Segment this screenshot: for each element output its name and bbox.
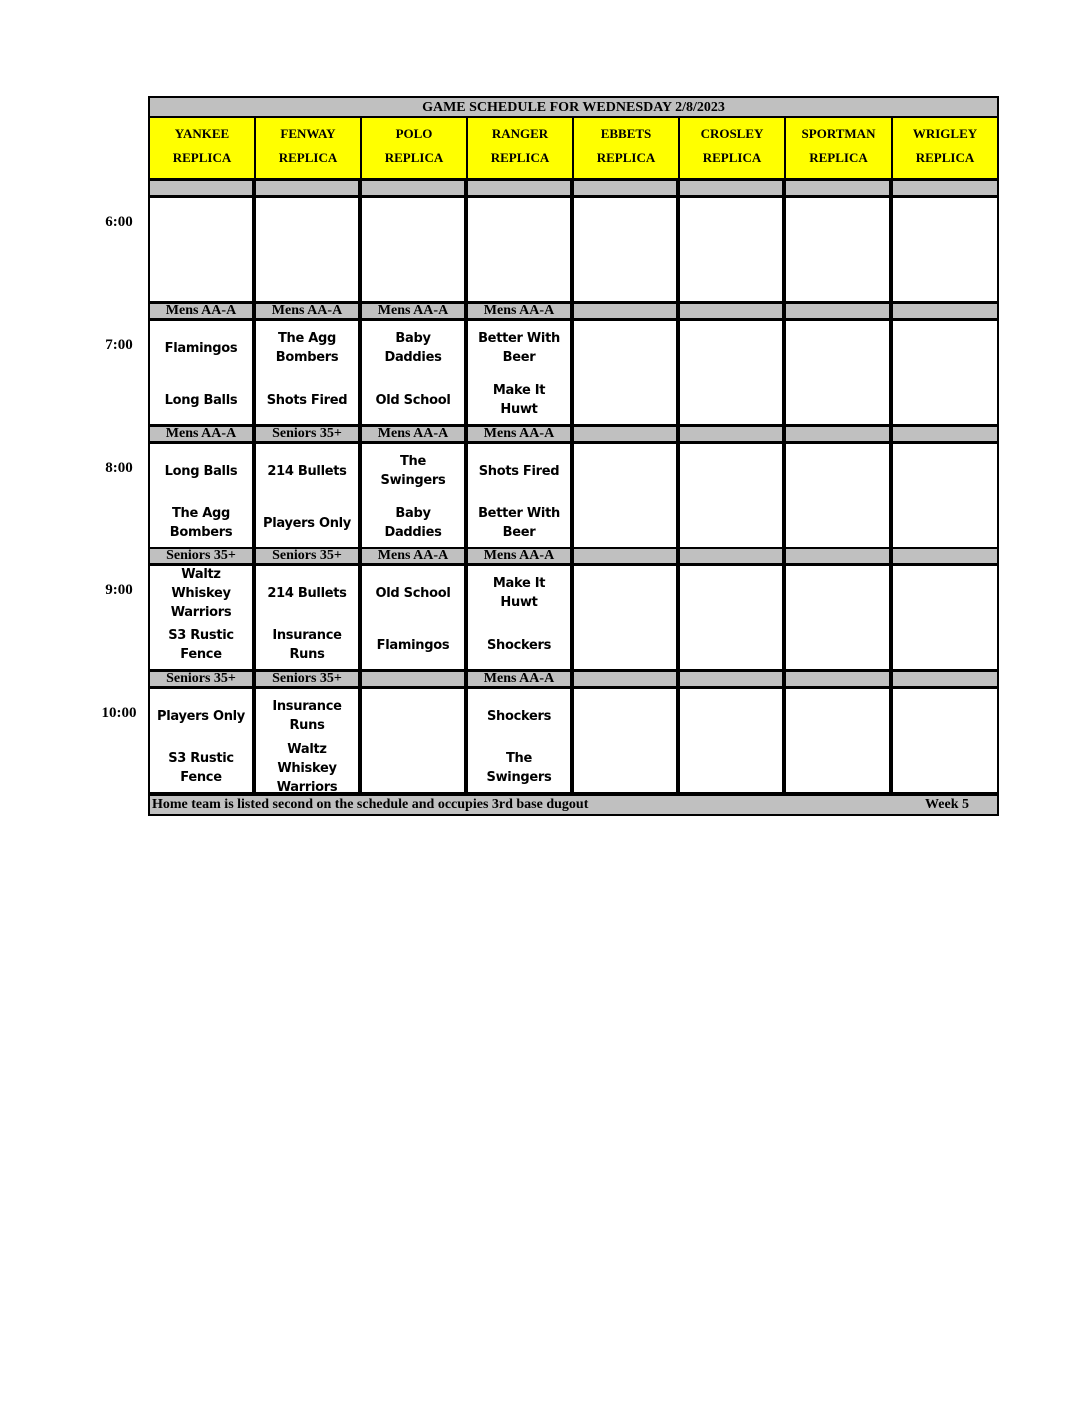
game-cell	[148, 196, 254, 303]
home-team	[256, 250, 358, 304]
game-cell	[466, 442, 572, 549]
home-team	[786, 496, 889, 550]
home-team-note: Home team is listed second on the schedule and occupies 3rd base dugout	[152, 797, 589, 812]
away-team: 214 Bullets	[267, 463, 347, 479]
away-team	[574, 198, 676, 252]
away-team	[786, 321, 889, 375]
home-team	[574, 496, 676, 550]
game-cell	[148, 687, 254, 794]
week-label: Week 5	[925, 797, 969, 812]
division-label	[784, 426, 891, 442]
home-team	[362, 250, 464, 304]
game-cell	[572, 319, 678, 426]
field-name: WRIGLEY	[912, 126, 978, 141]
field-name: RANGER	[491, 126, 549, 141]
away-team	[893, 198, 997, 252]
away-team	[256, 198, 358, 252]
division-label	[784, 303, 891, 319]
division-label: Mens AA-A	[254, 303, 360, 319]
home-team: Make It Huwt	[492, 383, 546, 417]
game-cell	[360, 687, 466, 794]
home-team	[150, 250, 252, 304]
division-label: Seniors 35+	[254, 426, 360, 442]
division-label: Mens AA-A	[466, 671, 572, 687]
game-cell	[360, 196, 466, 303]
schedule-footer	[148, 794, 999, 816]
game-cell	[466, 564, 572, 671]
home-team	[574, 618, 676, 672]
division-label	[784, 180, 891, 196]
game-cell	[254, 564, 360, 671]
away-team	[150, 198, 252, 252]
division-label	[360, 180, 466, 196]
game-cell	[466, 319, 572, 426]
field-subtitle: REPLICA	[702, 150, 762, 165]
away-team: Old School	[375, 585, 451, 601]
game-cell	[360, 442, 466, 549]
field-subtitle: REPLICA	[915, 150, 975, 165]
away-team	[786, 566, 889, 620]
home-team	[786, 618, 889, 672]
game-cell	[360, 319, 466, 426]
home-team: Shots Fired	[266, 392, 348, 408]
away-team: The Swingers	[380, 454, 446, 488]
game-cell	[891, 687, 999, 794]
away-team	[893, 321, 997, 375]
game-cell	[572, 687, 678, 794]
division-label	[891, 548, 999, 564]
game-cell	[678, 687, 784, 794]
division-label	[678, 303, 784, 319]
home-team	[893, 250, 997, 304]
game-cell	[891, 442, 999, 549]
home-team: The Swingers	[486, 751, 552, 785]
home-team	[893, 373, 997, 427]
game-cell	[254, 319, 360, 426]
field-header-yankee	[148, 118, 254, 180]
home-team	[574, 250, 676, 304]
home-team	[893, 618, 997, 672]
field-subtitle: REPLICA	[809, 150, 868, 165]
home-team: Baby Daddies	[384, 506, 442, 540]
game-cell	[254, 196, 360, 303]
division-label	[784, 548, 891, 564]
away-team: Players Only	[157, 708, 245, 724]
away-team: Flamingos	[164, 340, 238, 356]
away-team: Shots Fired	[478, 463, 560, 479]
away-team	[468, 198, 570, 252]
away-team: 214 Bullets	[267, 585, 347, 601]
away-team	[786, 689, 889, 743]
field-name: YANKEE	[174, 126, 230, 141]
away-team	[680, 444, 782, 498]
division-label	[891, 426, 999, 442]
home-team: Old School	[375, 392, 451, 408]
division-label	[891, 303, 999, 319]
division-label	[784, 671, 891, 687]
division-label: Mens AA-A	[148, 303, 254, 319]
division-label	[678, 671, 784, 687]
away-team: Waltz Whiskey Warriors	[170, 566, 232, 620]
game-cell	[148, 564, 254, 671]
division-label	[572, 671, 678, 687]
away-team	[893, 444, 997, 498]
division-label: Mens AA-A	[148, 426, 254, 442]
away-team	[574, 566, 676, 620]
division-label	[572, 426, 678, 442]
division-label	[678, 180, 784, 196]
field-header-wrigley	[891, 118, 999, 180]
division-label: Seniors 35+	[254, 671, 360, 687]
away-team	[574, 444, 676, 498]
division-label: Mens AA-A	[360, 548, 466, 564]
game-cell	[891, 564, 999, 671]
away-team	[680, 198, 782, 252]
field-subtitle: REPLICA	[172, 150, 232, 165]
division-label: Seniors 35+	[148, 548, 254, 564]
away-team	[362, 689, 464, 743]
game-cell	[784, 564, 891, 671]
game-cell	[784, 442, 891, 549]
time-label: 9:00	[105, 582, 133, 598]
division-label: Mens AA-A	[466, 548, 572, 564]
field-header-polo	[360, 118, 466, 180]
field-subtitle: REPLICA	[278, 150, 338, 165]
away-team: Make It Huwt	[492, 576, 546, 610]
field-subtitle: REPLICA	[384, 150, 444, 165]
home-team	[680, 250, 782, 304]
division-label	[572, 303, 678, 319]
time-label: 8:00	[105, 460, 133, 476]
game-cell	[784, 687, 891, 794]
schedule-title: GAME SCHEDULE FOR WEDNESDAY 2/8/2023	[148, 96, 999, 118]
away-team: Insurance Runs	[272, 699, 342, 733]
game-cell	[466, 196, 572, 303]
game-cell	[148, 319, 254, 426]
division-label	[360, 671, 466, 687]
time-label: 7:00	[105, 337, 133, 353]
field-header-row	[148, 118, 999, 180]
home-team: S3 Rustic Fence	[168, 628, 234, 662]
away-team: Better With Beer	[478, 331, 560, 365]
game-cell	[784, 196, 891, 303]
game-cell	[466, 687, 572, 794]
game-cell	[891, 319, 999, 426]
away-team: Shockers	[486, 708, 552, 724]
home-team	[574, 373, 676, 427]
game-cell	[784, 319, 891, 426]
home-team	[786, 373, 889, 427]
division-label	[678, 426, 784, 442]
away-team	[680, 321, 782, 375]
game-cell	[678, 196, 784, 303]
away-team	[786, 444, 889, 498]
division-label: Seniors 35+	[254, 548, 360, 564]
home-team	[362, 741, 464, 795]
time-label: 10:00	[101, 705, 137, 721]
field-header-fenway	[254, 118, 360, 180]
home-team: Waltz Whiskey Warriors	[276, 741, 338, 795]
division-label: Mens AA-A	[360, 303, 466, 319]
field-subtitle: REPLICA	[490, 150, 550, 165]
home-team: S3 Rustic Fence	[168, 751, 234, 785]
field-name: CROSLEY	[700, 126, 764, 141]
home-team: The Agg Bombers	[169, 506, 233, 540]
away-team	[786, 198, 889, 252]
time-label: 6:00	[105, 214, 133, 230]
division-label	[678, 548, 784, 564]
home-team	[574, 741, 676, 795]
division-label	[572, 548, 678, 564]
game-cell	[678, 564, 784, 671]
away-team: Baby Daddies	[384, 331, 442, 365]
game-cell	[678, 319, 784, 426]
away-team	[893, 689, 997, 743]
game-cell	[360, 564, 466, 671]
away-team	[574, 321, 676, 375]
division-label: Seniors 35+	[148, 671, 254, 687]
field-name: EBBETS	[600, 126, 652, 141]
away-team: The Agg Bombers	[275, 331, 339, 365]
field-header-ebbets	[572, 118, 678, 180]
field-header-ranger	[466, 118, 572, 180]
away-team	[574, 689, 676, 743]
division-label	[891, 671, 999, 687]
division-label	[148, 180, 254, 196]
division-label	[572, 180, 678, 196]
home-team	[893, 741, 997, 795]
game-cell	[891, 196, 999, 303]
game-cell	[572, 196, 678, 303]
division-label: Mens AA-A	[466, 303, 572, 319]
field-name: SPORTMAN	[801, 126, 876, 141]
field-name: POLO	[395, 126, 433, 141]
home-team	[468, 250, 570, 304]
away-team	[362, 198, 464, 252]
away-team	[680, 566, 782, 620]
home-team	[680, 741, 782, 795]
home-team: Insurance Runs	[272, 628, 342, 662]
home-team	[786, 741, 889, 795]
away-team: Long Balls	[164, 463, 238, 479]
home-team	[680, 618, 782, 672]
home-team: Shockers	[486, 637, 552, 653]
field-name: FENWAY	[280, 126, 336, 141]
home-team: Flamingos	[376, 637, 450, 653]
division-label: Mens AA-A	[466, 426, 572, 442]
home-team: Players Only	[263, 515, 351, 531]
game-cell	[148, 442, 254, 549]
game-cell	[254, 442, 360, 549]
field-subtitle: REPLICA	[596, 150, 656, 165]
division-label	[891, 180, 999, 196]
division-label: Mens AA-A	[360, 426, 466, 442]
division-label	[466, 180, 572, 196]
game-cell	[572, 442, 678, 549]
home-team	[893, 496, 997, 550]
game-cell	[254, 687, 360, 794]
field-header-crosley	[678, 118, 784, 180]
home-team: Better With Beer	[478, 506, 560, 540]
field-header-sportman	[784, 118, 891, 180]
home-team	[680, 496, 782, 550]
home-team: Long Balls	[164, 392, 238, 408]
away-team	[893, 566, 997, 620]
game-cell	[572, 564, 678, 671]
home-team	[680, 373, 782, 427]
home-team	[786, 250, 889, 304]
division-label	[254, 180, 360, 196]
game-cell	[678, 442, 784, 549]
away-team	[680, 689, 782, 743]
